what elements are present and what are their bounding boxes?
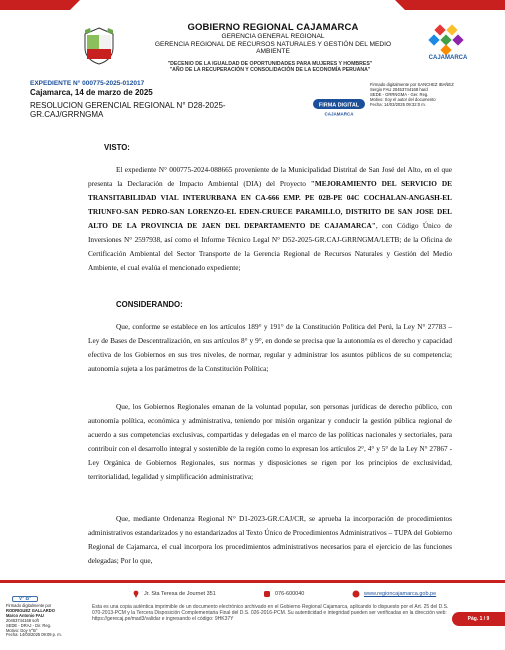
header-text-block xyxy=(128,22,418,56)
header-subtitle-2: GERENCIA REGIONAL DE RECURSOS NATURALES Y GESTIÓN DEL MEDIO xyxy=(154,40,392,48)
header-subtitle-3: AMBIENTE xyxy=(256,48,290,56)
location-pin-icon xyxy=(132,590,140,598)
paragraph-text: El expediente N° 000775-2024-088665 proveniente de la Municipalidad Distrital de San José del Alto, en el que presenta la Declaración de Impacto Ambiental (DIA) del Proyecto xyxy=(88,165,452,188)
website-link[interactable]: www.regioncajamarca.gob.pe xyxy=(364,591,437,597)
considerando-heading: CONSIDERANDO: xyxy=(116,300,183,309)
document-date: Cajamarca, 14 de marzo de 2025 xyxy=(30,88,153,97)
header-subtitle-1: GERENCIA GENERAL REGIONAL xyxy=(221,33,325,40)
footer-signature-info xyxy=(6,604,82,638)
slogan-1: "DECENIO DE LA IGUALDAD DE OPORTUNIDADES PARA MUJERES Y HOMBRES" xyxy=(167,61,373,67)
signature-line: SEDE - GRRNGMA - Ger. Reg. xyxy=(370,92,429,97)
footer-website[interactable] xyxy=(352,589,436,599)
firma-logo-sub: CAJAMARCA xyxy=(324,111,354,117)
considerando-paragraph-2 xyxy=(88,400,452,484)
paragraph-text: Que, los Gobiernos Regionales emanan de la voluntad popular, son personas jurídicas de derecho público, con autonomía política, económica y administrativa, teniendo por misión organizar y conducir la gestión pública regional de acuerdo a sus competencias exclusivas, compartidas y delegadas en el marco de las políticas nacionales y sectoriales, para contribuir con el desarrollo integral y sostenible de la región como lo expresan los artículos 2°, 4° y 5° de la Ley N° 27867 - Ley Orgánica de Gobiernos Regionales, sus normas y disposiciones se rigen por los principios de exclusividad, territorialidad, legalidad y simplificación administrativa; xyxy=(88,402,452,481)
signature-line: Firmado digitalmente por SANCHEZ IBAÑEZ xyxy=(370,82,454,87)
page-number-badge: Pág. 1 / 9 xyxy=(452,612,505,626)
footer-address xyxy=(132,589,216,599)
resolution-line-1: RESOLUCION GERENCIAL REGIONAL N° D28-2025- xyxy=(30,101,226,110)
visto-heading: VISTO: xyxy=(104,143,130,152)
signature-line: Motivo: Doy V°B° xyxy=(6,627,38,633)
official-slogans xyxy=(140,61,400,74)
signature-line: Sergio FAU 20453744168 hard xyxy=(370,87,428,92)
signer-name: RODRIGUEZ GALLARDO xyxy=(6,607,55,613)
authenticity-note: Esta es una copia auténtica imprimible de un documento electrónico archivado en el Gobierno Regional Cajamarca, aplicando lo dispuesto por el Art. 25 del D.S. 070-2013-PCM y la Tercera Disposición Complementaria Final del D.S. 026-2016-PCM. Su autenticidad e integridad pueden ser verificadas en la dirección web: https://gerecaj.pe/mad3/validar e ingresando el código: 9HK37Y xyxy=(92,604,449,623)
resolution-number xyxy=(30,102,270,119)
considerando-paragraph-1 xyxy=(88,320,452,376)
project-name: "MEJORAMIENTO DEL SERVICIO DE TRANSITABILIDAD VIAL INTERURBANA EN CA-666 EMP. PE 02B-PE 04C COCHALAN-ANGASH-EL TRIUNFO-SAN PEDRO-SAN LORENZO-EL EDEN-CRUECE PARAMILLO, DISTRITO DE SAN JOSE DEL ALTO DE LA PROVINCIA DE JAEN DEL DEPARTAMENTO DE CAJAMARCA" xyxy=(88,179,452,230)
signature-line: Fecha: 14/03/2025 09:09 p. m. xyxy=(6,632,62,638)
globe-icon xyxy=(352,590,360,598)
signature-line: 20453744168 soft xyxy=(6,617,39,623)
header-title: GOBIERNO REGIONAL CAJAMARCA xyxy=(187,22,359,33)
considerando-paragraph-3 xyxy=(88,512,452,568)
cajamarca-logo-label: CAJAMARCA xyxy=(428,55,468,61)
address-text: Jr. Sta Teresa de Journet 351 xyxy=(144,591,216,597)
footer-divider xyxy=(0,580,505,583)
resolution-line-2: GR.CAJ/GRRNGMA xyxy=(30,109,104,119)
firma-logo-text: FIRMA DIGITAL xyxy=(318,102,360,109)
signature-line: Fecha: 14/03/2025 09:32:0 m. xyxy=(370,102,426,107)
visto-paragraph xyxy=(88,163,452,275)
footer-phone xyxy=(263,589,304,599)
phone-text: 076-600040 xyxy=(275,591,305,597)
phone-icon xyxy=(263,590,271,598)
signature-line: Motivo: Soy el autor del documento xyxy=(370,97,436,102)
firma-digital-logo-icon xyxy=(312,95,366,119)
signature-line: SEDE - DRAJ - Dir. Reg. xyxy=(6,622,52,628)
peru-shield-icon xyxy=(82,26,116,66)
signer-name: Marco Antonio FAU xyxy=(6,612,44,618)
signature-line: Firmado digitalmente por xyxy=(6,603,52,608)
digital-signature-info xyxy=(370,82,502,107)
paragraph-text: Que, mediante Ordenanza Regional N° D1-2023-GR.CAJ/CR, se aprueba la incorporación de procedimientos administrativos estandarizados y no estandarizados al Texto Único de Procedimientos Administrativos – TUPA del Gobierno Regional de Cajamarca, el cual incorpora los procedimientos administrativos necesarios para el ejercicio de las funciones delegadas; Por lo que, xyxy=(88,514,452,565)
vobo-badge: V° B° xyxy=(12,596,38,602)
paragraph-text: , con Código Único de Inversiones N° 2597938, así como el Informe Técnico Legal N° D52-2025-GR.CAJ-GRRNGMA/LETB; de la Oficina de Certificación Ambiental del Sector Transporte de la Gerencia Regional de Recursos Naturales y Gestión del Medio Ambiente, el cual evalúa el mencionado expediente; xyxy=(88,221,452,272)
slogan-2: "AÑO DE LA RECUPERACIÓN Y CONSOLIDACIÓN DE LA ECONOMÍA PERUANA" xyxy=(169,67,371,74)
expediente-number: EXPEDIENTE N° 000775-2025-012017 xyxy=(30,80,145,87)
paragraph-text: Que, conforme se establece en los artículos 189° y 191° de la Constitución Política del Perú, la Ley N° 27783 – Ley de Bases de Descentralización, en sus artículos 8° y 9°, en donde se precisa que la autonomía es el derecho y capacidad efectiva de los Gobiernos en sus tres niveles, de normar, regular y administrar los asuntos públicos de su competencia; autonomía sujeta a los parámetros de la Constitución Política; xyxy=(88,322,452,373)
expediente-block xyxy=(30,80,270,119)
